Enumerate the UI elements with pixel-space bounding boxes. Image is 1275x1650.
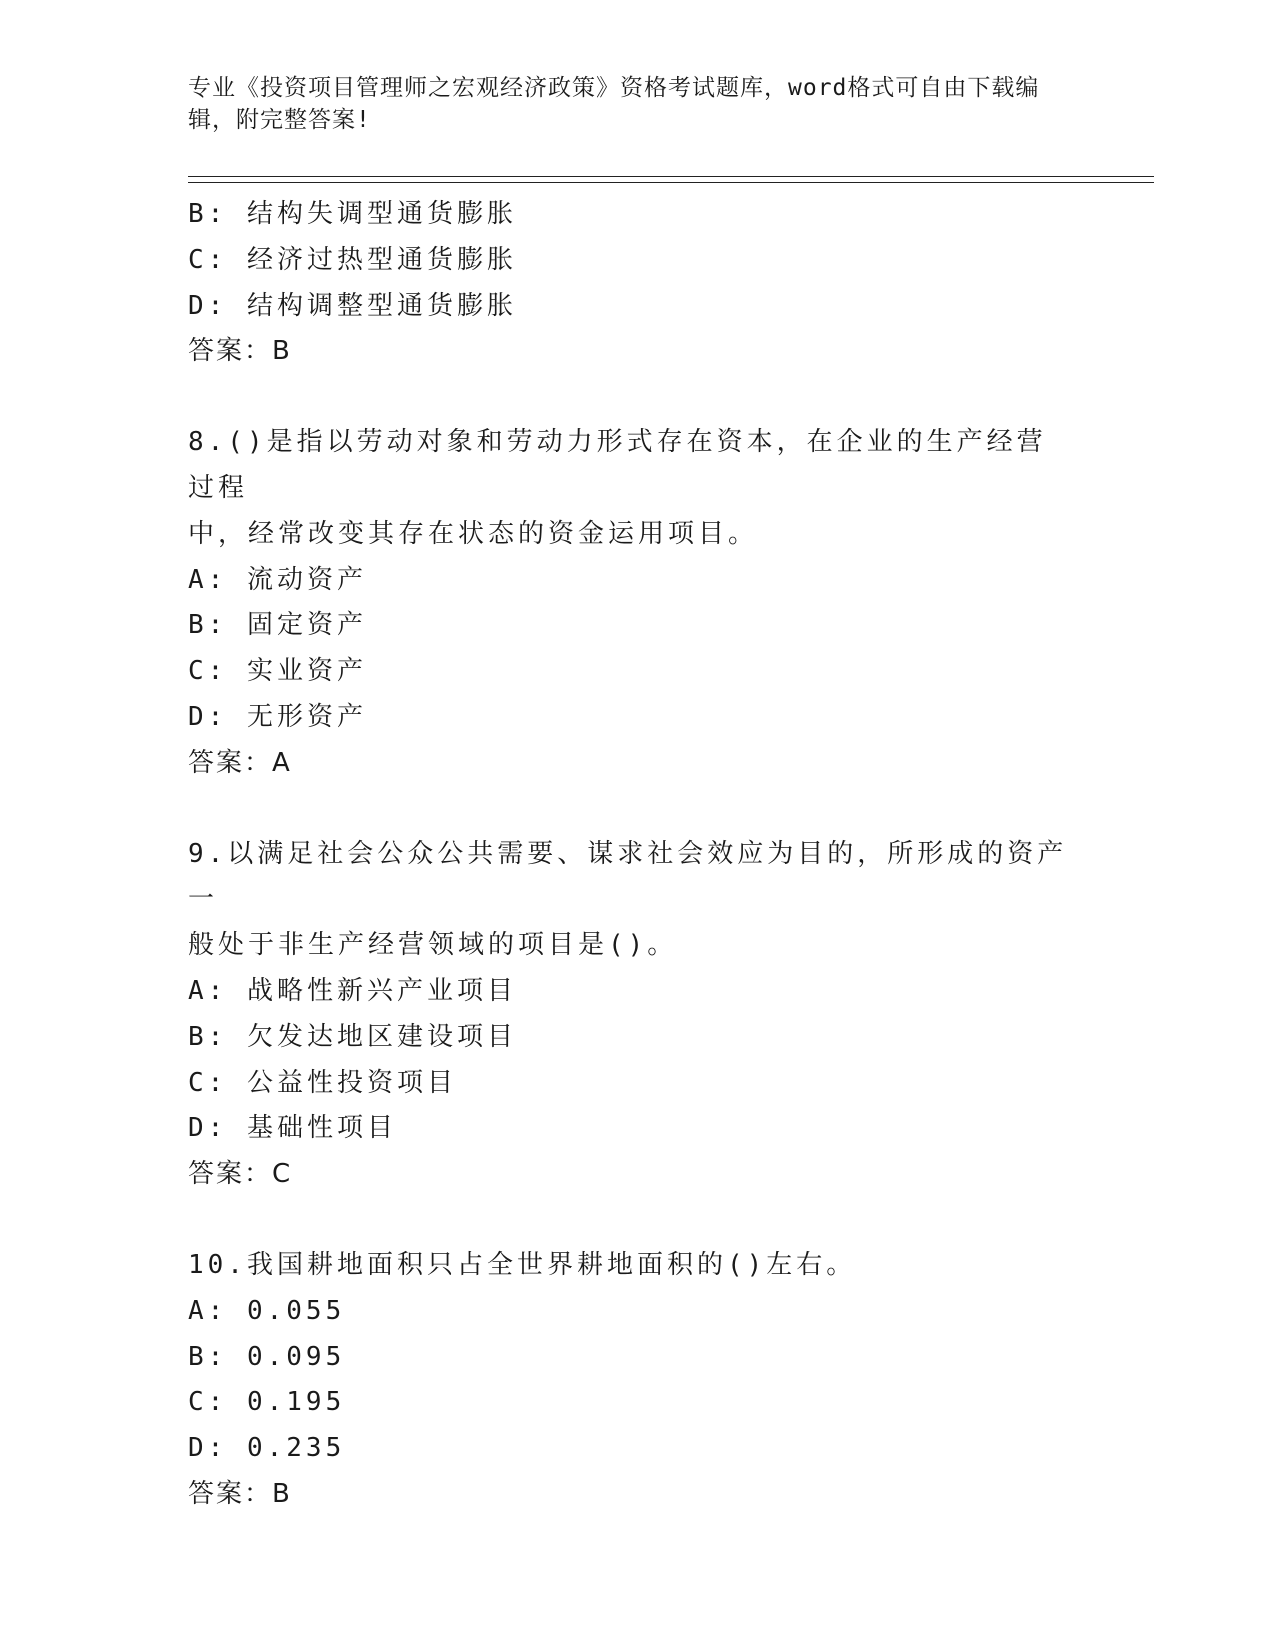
question-stem-line: 中，经常改变其存在状态的资金运用项目。 bbox=[188, 518, 759, 549]
option-b: B: 欠发达地区建设项目 bbox=[188, 1021, 517, 1052]
option-d: D: 结构调整型通货膨胀 bbox=[188, 290, 517, 321]
question-stem-line: 9.以满足社会公众公共需要、谋求社会效应为目的，所形成的资产一 bbox=[188, 838, 1068, 915]
question-9 bbox=[188, 832, 1068, 1198]
question-stem-line: 般处于非生产经营领域的项目是()。 bbox=[188, 930, 678, 961]
header-rule-bottom bbox=[188, 182, 1154, 183]
option-a: A: 战略性新兴产业项目 bbox=[188, 975, 517, 1006]
option-d: D: 无形资产 bbox=[188, 701, 367, 732]
question-7-continued bbox=[188, 192, 1068, 375]
answer-line: 答案：B bbox=[188, 1478, 292, 1509]
option-b: B: 0.095 bbox=[188, 1341, 346, 1372]
option-c: C: 公益性投资项目 bbox=[188, 1067, 457, 1098]
question-10 bbox=[188, 1243, 1068, 1518]
option-a: A: 0.055 bbox=[188, 1295, 346, 1326]
answer-line: 答案：C bbox=[188, 1159, 293, 1190]
option-c: C: 实业资产 bbox=[188, 656, 367, 687]
question-stem-line: 8.()是指以劳动对象和劳动力形式存在资本，在企业的生产经营过程 bbox=[188, 427, 1047, 503]
question-list bbox=[188, 192, 1068, 1518]
option-c: C: 0.195 bbox=[188, 1387, 346, 1418]
document-header: 专业《投资项目管理师之宏观经济政策》资格考试题库，word格式可自由下载编辑，附完整答案! bbox=[188, 75, 1040, 133]
option-d: D: 基础性项目 bbox=[188, 1113, 397, 1144]
header-rule-top bbox=[188, 176, 1154, 177]
option-b: B: 结构失调型通货膨胀 bbox=[188, 199, 517, 229]
question-stem-line: 10.我国耕地面积只占全世界耕地面积的()左右。 bbox=[188, 1249, 857, 1280]
option-c: C: 经济过热型通货膨胀 bbox=[188, 244, 517, 275]
question-8 bbox=[188, 420, 1068, 786]
answer-line: 答案：B bbox=[188, 336, 292, 367]
option-a: A: 流动资产 bbox=[188, 564, 367, 595]
answer-line: 答案：A bbox=[188, 747, 292, 778]
option-b: B: 固定资产 bbox=[188, 610, 367, 641]
option-d: D: 0.235 bbox=[188, 1433, 346, 1464]
